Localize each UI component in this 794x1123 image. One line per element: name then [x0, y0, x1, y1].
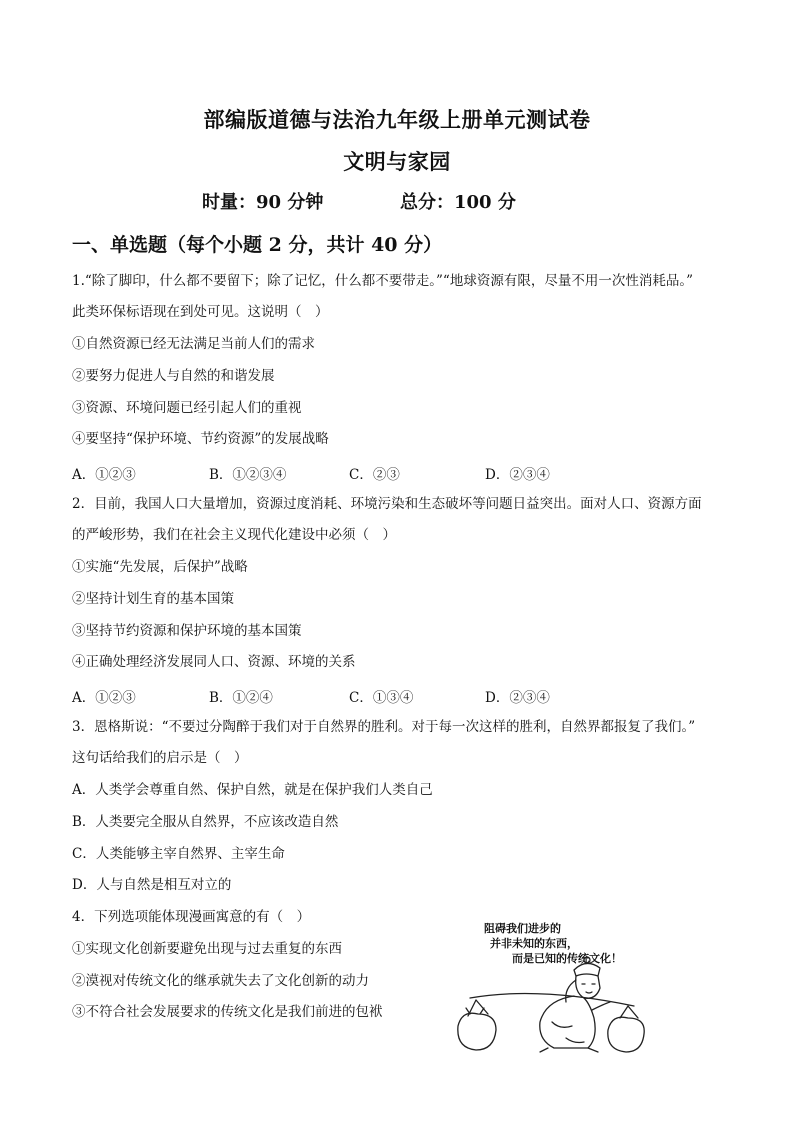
cartoon-caption-1: 阻碍我们进步的 [484, 922, 561, 935]
question-2-item: ④正确处理经济发展同人口、资源、环境的关系 [72, 654, 356, 670]
option-d[interactable]: D．②③④ [485, 690, 550, 706]
question-3-option-b[interactable]: B．人类要完全服从自然界，不应该改造自然 [72, 814, 339, 830]
question-2-stem-line2: 的严峻形势，我们在社会主义现代化建设中必须（ ） [72, 527, 396, 543]
option-b[interactable]: B．①②④ [209, 690, 273, 706]
option-a[interactable]: A．①②③ [72, 690, 136, 706]
exam-time: 时量：90 分钟 [202, 192, 324, 213]
question-4-item: ③不符合社会发展要求的传统文化是我们前进的包袱 [72, 1004, 383, 1020]
exam-score: 总分：100 分 [400, 192, 516, 213]
left-bundle [458, 1013, 496, 1050]
question-1-item: ②要努力促进人与自然的和谐发展 [72, 368, 275, 384]
question-3-stem-line2: 这句话给我们的启示是（ ） [72, 750, 248, 766]
question-3-option-a[interactable]: A．人类学会尊重自然、保护自然，就是在保护我们人类自己 [72, 782, 433, 798]
exam-title: 部编版道德与法治九年级上册单元测试卷 [203, 107, 591, 132]
cartoon-illustration [448, 918, 648, 1058]
right-bundle [608, 1017, 644, 1052]
question-3-stem-line1: 3．恩格斯说：“不要过分陶醉于我们对于自然界的胜利。对于每一次这样的胜利，自然界都报复了我们。” [72, 719, 696, 735]
question-3-option-d[interactable]: D．人与自然是相互对立的 [72, 877, 232, 893]
option-b[interactable]: B．①②③④ [209, 467, 287, 483]
question-1-stem-line1: 1.“除了脚印，什么都不要留下；除了记忆，什么都不要带走。”“地球资源有限，尽量不用一次性消耗品。” [72, 273, 693, 289]
question-1-item: ③资源、环境问题已经引起人们的重视 [72, 400, 302, 416]
question-4-item: ②漠视对传统文化的继承就失去了文化创新的动力 [72, 973, 369, 989]
man-body [540, 996, 595, 1048]
question-2-stem-line1: 2．目前，我国人口大量增加，资源过度消耗、环境污染和生态破坏等问题日益突出。面对人口、资源方面 [72, 496, 702, 512]
question-3-option-c[interactable]: C．人类能够主宰自然界、主宰生命 [72, 846, 285, 862]
cartoon-caption-2: 并非未知的东西， [490, 937, 578, 950]
question-1-item: ④要坚持“保护环境、节约资源”的发展战略 [72, 431, 329, 447]
question-2-item: ②坚持计划生育的基本国策 [72, 591, 234, 607]
question-2-item: ③坚持节约资源和保护环境的基本国策 [72, 623, 302, 639]
exam-subtitle: 文明与家园 [343, 149, 451, 174]
option-c[interactable]: C．②③ [349, 467, 400, 483]
question-1-item: ①自然资源已经无法满足当前人们的需求 [72, 336, 315, 352]
man-hat [574, 963, 600, 976]
question-2-item: ①实施“先发展，后保护”战略 [72, 559, 248, 575]
question-4-item: ①实现文化创新要避免出现与过去重复的东西 [72, 941, 342, 957]
section-heading: 一、单选题（每个小题 2 分，共计 40 分） [72, 234, 443, 256]
cartoon-caption-3: 而是已知的传统文化！ [512, 952, 622, 965]
question-4-stem: 4．下列选项能体现漫画寓意的有（ ） [72, 909, 311, 925]
man-head [576, 976, 600, 998]
question-1-stem-line2: 此类环保标语现在到处可见。这说明（ ） [72, 304, 329, 320]
option-c[interactable]: C．①③④ [349, 690, 414, 706]
option-d[interactable]: D．②③④ [485, 467, 550, 483]
option-a[interactable]: A．①②③ [72, 467, 136, 483]
